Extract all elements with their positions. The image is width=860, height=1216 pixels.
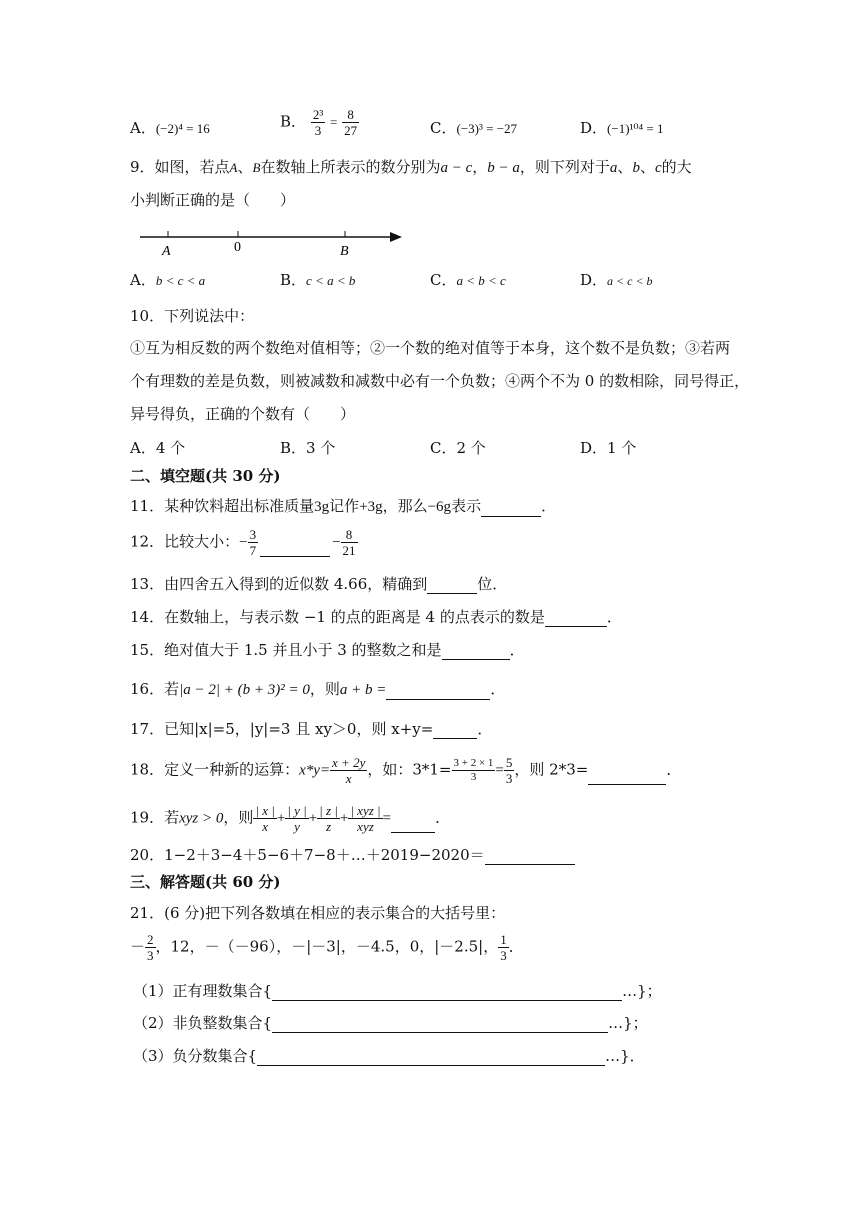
answer-blank [386,684,490,700]
q9-line1: 9．如图，若点A、B在数轴上所表示的数分别为a − c，b − a，则下列对于a、b、c的大 [130,158,692,176]
q10-option-b: B．3 个 [280,439,336,457]
q20: 20．1−2＋3−4＋5−6＋7−8＋…＋2019−2020＝ [130,845,575,865]
q8-option-a: A．(−2)⁴ = 16 [130,119,210,137]
section-fill-in-heading: 二、填空题(共 30 分) [130,467,281,485]
q21-set-negative-fraction: （3）负分数集合{ …}． [133,1047,645,1065]
answer-blank [442,644,510,660]
q10-line1: ①互为相反数的两个数绝对值相等；②一个数的绝对值等于本身，这个数不是负数；③若两 [130,339,731,357]
label-a: A [162,244,171,259]
q9-option-d: D．a < c < b [580,271,653,289]
q15: 15．绝对值大于 1.5 并且小于 3 的整数之和是 ． [130,641,525,659]
answer-blank [427,578,477,594]
q13: 13．由四舍五入得到的近似数 4.66，精确到 位． [130,575,508,593]
q10-title: 10．下列说法中： [130,307,255,325]
q17: 17．已知|x|=5，|y|=3 且 xy＞0，则 x+y= ． [130,720,493,738]
q10-option-c: C．2 个 [430,439,486,457]
answer-blank [481,501,541,517]
answer-blank [588,769,666,785]
answer-blank [272,985,622,1001]
answer-blank [391,817,435,833]
answer-blank [433,723,477,739]
q12: 12．比较大小：− $\frac{3}{7}$ − $\frac{8}{21}$ [130,527,356,558]
q8-option-b: B． $\frac{\text{2³}}{3}$ = $\frac{8}{27}$ [280,107,358,138]
q10-option-d: D．1 个 [580,439,637,457]
q19: 19．若xyz > 0，则 $\frac{| x |}{x}$ + $\frac{| y |}{y}$ + $\frac{| z |}{z}$ + $\frac{\text{| xyz |}}{\text{xyz}}$ = ． [130,803,451,834]
q8-option-d: D．(−1)¹⁰⁴ = 1 [580,119,664,137]
answer-blank [260,541,330,557]
q10-line2: 个有理数的差是负数，则被减数和减数中必有一个负数；④两个不为 0 的数相除，同号得正， [130,372,750,390]
label-b: B [340,244,349,259]
q9-option-a: A．b < c < a [130,271,206,289]
q8-option-c: C．(−3)³ = −27 [430,119,518,137]
label-zero: 0 [234,240,241,255]
arrow-icon [390,232,402,242]
q21-set-nonnegative-integer: （2）非负整数集合{ …}； [133,1014,648,1032]
q21-set-positive-rational: （1）正有理数集合{ …}； [133,982,662,1000]
answer-blank [272,1017,608,1033]
q18: 18．定义一种新的运算：x*y= $\frac{x + 2y}{x}$ ，如：3*1= $\frac{3 + 2 \times 1}{3}$ = $\frac{5}{3}$ ，则 2*3= ． [130,755,682,786]
number-line-diagram [140,225,410,261]
answer-blank [485,849,575,865]
section-solve-heading: 三、解答题(共 60 分) [130,873,281,891]
answer-blank [545,611,607,627]
q9-option-b: B．c < a < b [280,271,356,289]
q21-title: 21．(6 分)把下列各数填在相应的表示集合的大括号里： [130,904,506,922]
q9-option-c: C．a < b < c [430,271,506,289]
q9-line2: 小判断正确的是（ ） [130,191,296,209]
q10-option-a: A．4 个 [130,439,186,457]
answer-blank [257,1050,605,1066]
q21-numbers: － $\frac{2}{3}$ ，12，－（－96），－|－3|，－4.5，0，|－2.5|， $\frac{1}{3}$ ． [130,932,524,963]
q14: 14．在数轴上，与表示数 −1 的点的距离是 4 的点表示的数是 ． [130,608,622,626]
q11: 11．某种饮料超出标准质量3g记作+3g，那么−6g表示 ． [130,497,557,515]
q10-line3: 异号得负，正确的个数有（ ） [130,405,356,423]
q16: 16．若|a − 2| + (b + 3)² = 0，则a + b = ． [130,680,506,698]
